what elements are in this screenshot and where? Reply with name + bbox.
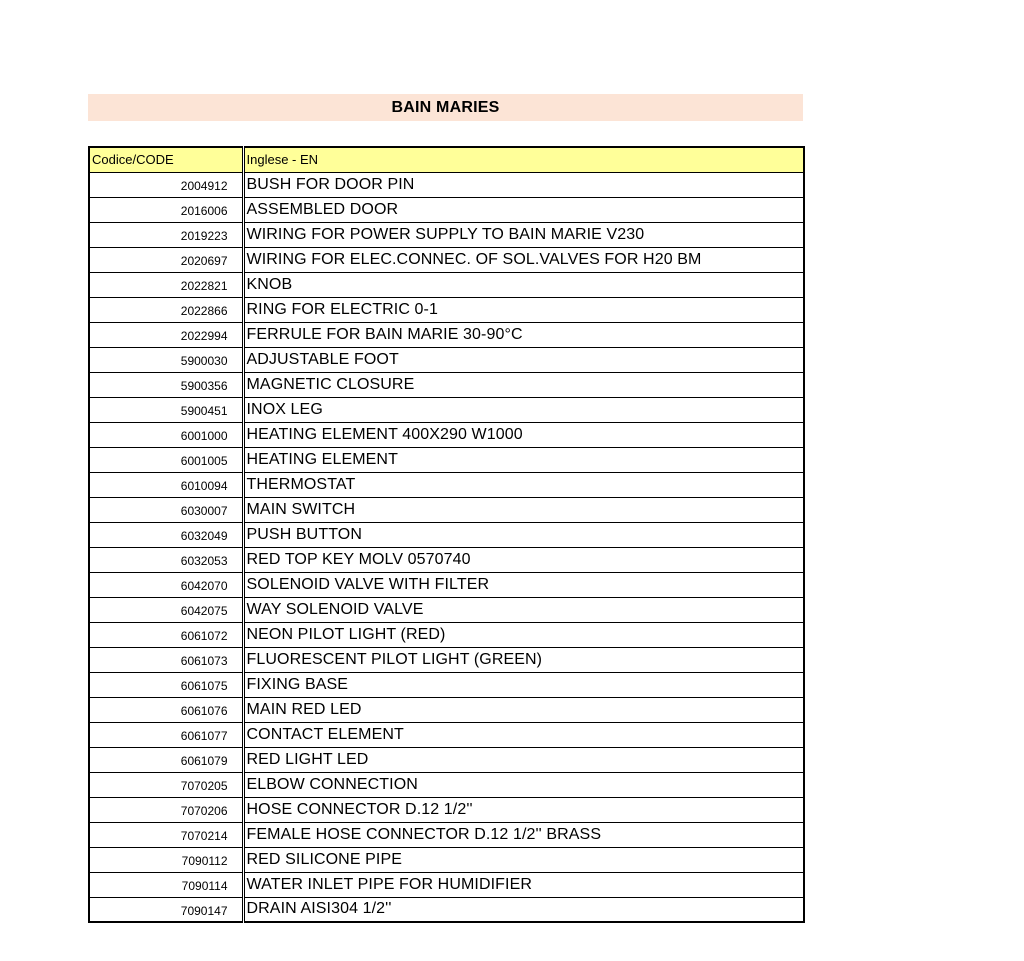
part-code-cell: 5900451 bbox=[89, 397, 243, 422]
part-code-cell: 6061077 bbox=[89, 722, 243, 747]
part-code-cell: 6061075 bbox=[89, 672, 243, 697]
part-description-cell: RED SILICONE PIPE bbox=[243, 847, 804, 872]
part-description-cell: THERMOSTAT bbox=[243, 472, 804, 497]
table-row bbox=[89, 547, 804, 572]
part-code-cell: 6032053 bbox=[89, 547, 243, 572]
table-row bbox=[89, 822, 804, 847]
document-title: BAIN MARIES bbox=[391, 98, 500, 116]
part-description-cell: RED TOP KEY MOLV 0570740 bbox=[243, 547, 804, 572]
part-code-cell: 2016006 bbox=[89, 197, 243, 222]
table-row bbox=[89, 647, 804, 672]
table-row bbox=[89, 722, 804, 747]
table-row bbox=[89, 347, 804, 372]
part-description-cell: HEATING ELEMENT 400X290 W1000 bbox=[243, 422, 804, 447]
part-description-cell: PUSH BUTTON bbox=[243, 522, 804, 547]
part-description-cell: FEMALE HOSE CONNECTOR D.12 1/2'' BRASS bbox=[243, 822, 804, 847]
table-row bbox=[89, 897, 804, 922]
part-description-cell: WIRING FOR ELEC.CONNEC. OF SOL.VALVES FOR H20 BM bbox=[243, 247, 804, 272]
table-row bbox=[89, 572, 804, 597]
part-description-cell: ELBOW CONNECTION bbox=[243, 772, 804, 797]
table-row bbox=[89, 522, 804, 547]
title-band bbox=[88, 94, 803, 121]
table-row bbox=[89, 697, 804, 722]
part-description-cell: FERRULE FOR BAIN MARIE 30-90°C bbox=[243, 322, 804, 347]
table-row bbox=[89, 397, 804, 422]
table-body bbox=[89, 172, 804, 922]
part-code-cell: 6001000 bbox=[89, 422, 243, 447]
part-code-cell: 6061079 bbox=[89, 747, 243, 772]
part-description-cell: WATER INLET PIPE FOR HUMIDIFIER bbox=[243, 872, 804, 897]
table-row bbox=[89, 747, 804, 772]
table-row bbox=[89, 272, 804, 297]
table-row bbox=[89, 472, 804, 497]
part-code-cell: 7090114 bbox=[89, 872, 243, 897]
table-row bbox=[89, 197, 804, 222]
table-row bbox=[89, 847, 804, 872]
table-row bbox=[89, 322, 804, 347]
part-description-cell: NEON PILOT LIGHT (RED) bbox=[243, 622, 804, 647]
part-code-cell: 7070205 bbox=[89, 772, 243, 797]
part-description-cell: DRAIN AISI304 1/2'' bbox=[243, 897, 804, 922]
part-description-cell: ASSEMBLED DOOR bbox=[243, 197, 804, 222]
table-header-row bbox=[89, 147, 804, 172]
table-row bbox=[89, 172, 804, 197]
part-description-cell: FIXING BASE bbox=[243, 672, 804, 697]
part-description-cell: HOSE CONNECTOR D.12 1/2'' bbox=[243, 797, 804, 822]
header-description: Inglese - EN bbox=[243, 147, 804, 172]
table-row bbox=[89, 422, 804, 447]
part-description-cell: SOLENOID VALVE WITH FILTER bbox=[243, 572, 804, 597]
part-code-cell: 2020697 bbox=[89, 247, 243, 272]
table-row bbox=[89, 497, 804, 522]
part-code-cell: 7090112 bbox=[89, 847, 243, 872]
part-description-cell: RED LIGHT LED bbox=[243, 747, 804, 772]
part-code-cell: 6032049 bbox=[89, 522, 243, 547]
part-description-cell: RING FOR ELECTRIC 0-1 bbox=[243, 297, 804, 322]
part-code-cell: 2019223 bbox=[89, 222, 243, 247]
part-description-cell: CONTACT ELEMENT bbox=[243, 722, 804, 747]
part-description-cell: KNOB bbox=[243, 272, 804, 297]
parts-table bbox=[88, 146, 805, 923]
part-code-cell: 6042070 bbox=[89, 572, 243, 597]
table-row bbox=[89, 797, 804, 822]
part-code-cell: 2022866 bbox=[89, 297, 243, 322]
part-description-cell: MAGNETIC CLOSURE bbox=[243, 372, 804, 397]
part-code-cell: 6030007 bbox=[89, 497, 243, 522]
part-code-cell: 7070214 bbox=[89, 822, 243, 847]
table-row bbox=[89, 622, 804, 647]
table-row bbox=[89, 297, 804, 322]
part-code-cell: 6001005 bbox=[89, 447, 243, 472]
part-description-cell: INOX LEG bbox=[243, 397, 804, 422]
part-description-cell: WAY SOLENOID VALVE bbox=[243, 597, 804, 622]
table-row bbox=[89, 772, 804, 797]
part-code-cell: 6010094 bbox=[89, 472, 243, 497]
part-code-cell: 6061073 bbox=[89, 647, 243, 672]
part-description-cell: ADJUSTABLE FOOT bbox=[243, 347, 804, 372]
table-row bbox=[89, 247, 804, 272]
table-row bbox=[89, 672, 804, 697]
part-description-cell: WIRING FOR POWER SUPPLY TO BAIN MARIE V230 bbox=[243, 222, 804, 247]
part-code-cell: 2004912 bbox=[89, 172, 243, 197]
part-description-cell: BUSH FOR DOOR PIN bbox=[243, 172, 804, 197]
part-description-cell: HEATING ELEMENT bbox=[243, 447, 804, 472]
part-code-cell: 2022994 bbox=[89, 322, 243, 347]
table-row bbox=[89, 447, 804, 472]
part-code-cell: 6061076 bbox=[89, 697, 243, 722]
part-description-cell: MAIN SWITCH bbox=[243, 497, 804, 522]
part-code-cell: 5900356 bbox=[89, 372, 243, 397]
part-code-cell: 7090147 bbox=[89, 897, 243, 922]
part-code-cell: 6061072 bbox=[89, 622, 243, 647]
part-code-cell: 5900030 bbox=[89, 347, 243, 372]
part-code-cell: 7070206 bbox=[89, 797, 243, 822]
part-description-cell: MAIN RED LED bbox=[243, 697, 804, 722]
part-code-cell: 2022821 bbox=[89, 272, 243, 297]
part-code-cell: 6042075 bbox=[89, 597, 243, 622]
header-code: Codice/CODE bbox=[89, 147, 243, 172]
table-row bbox=[89, 597, 804, 622]
table-row bbox=[89, 872, 804, 897]
part-description-cell: FLUORESCENT PILOT LIGHT (GREEN) bbox=[243, 647, 804, 672]
table-row bbox=[89, 222, 804, 247]
table-row bbox=[89, 372, 804, 397]
